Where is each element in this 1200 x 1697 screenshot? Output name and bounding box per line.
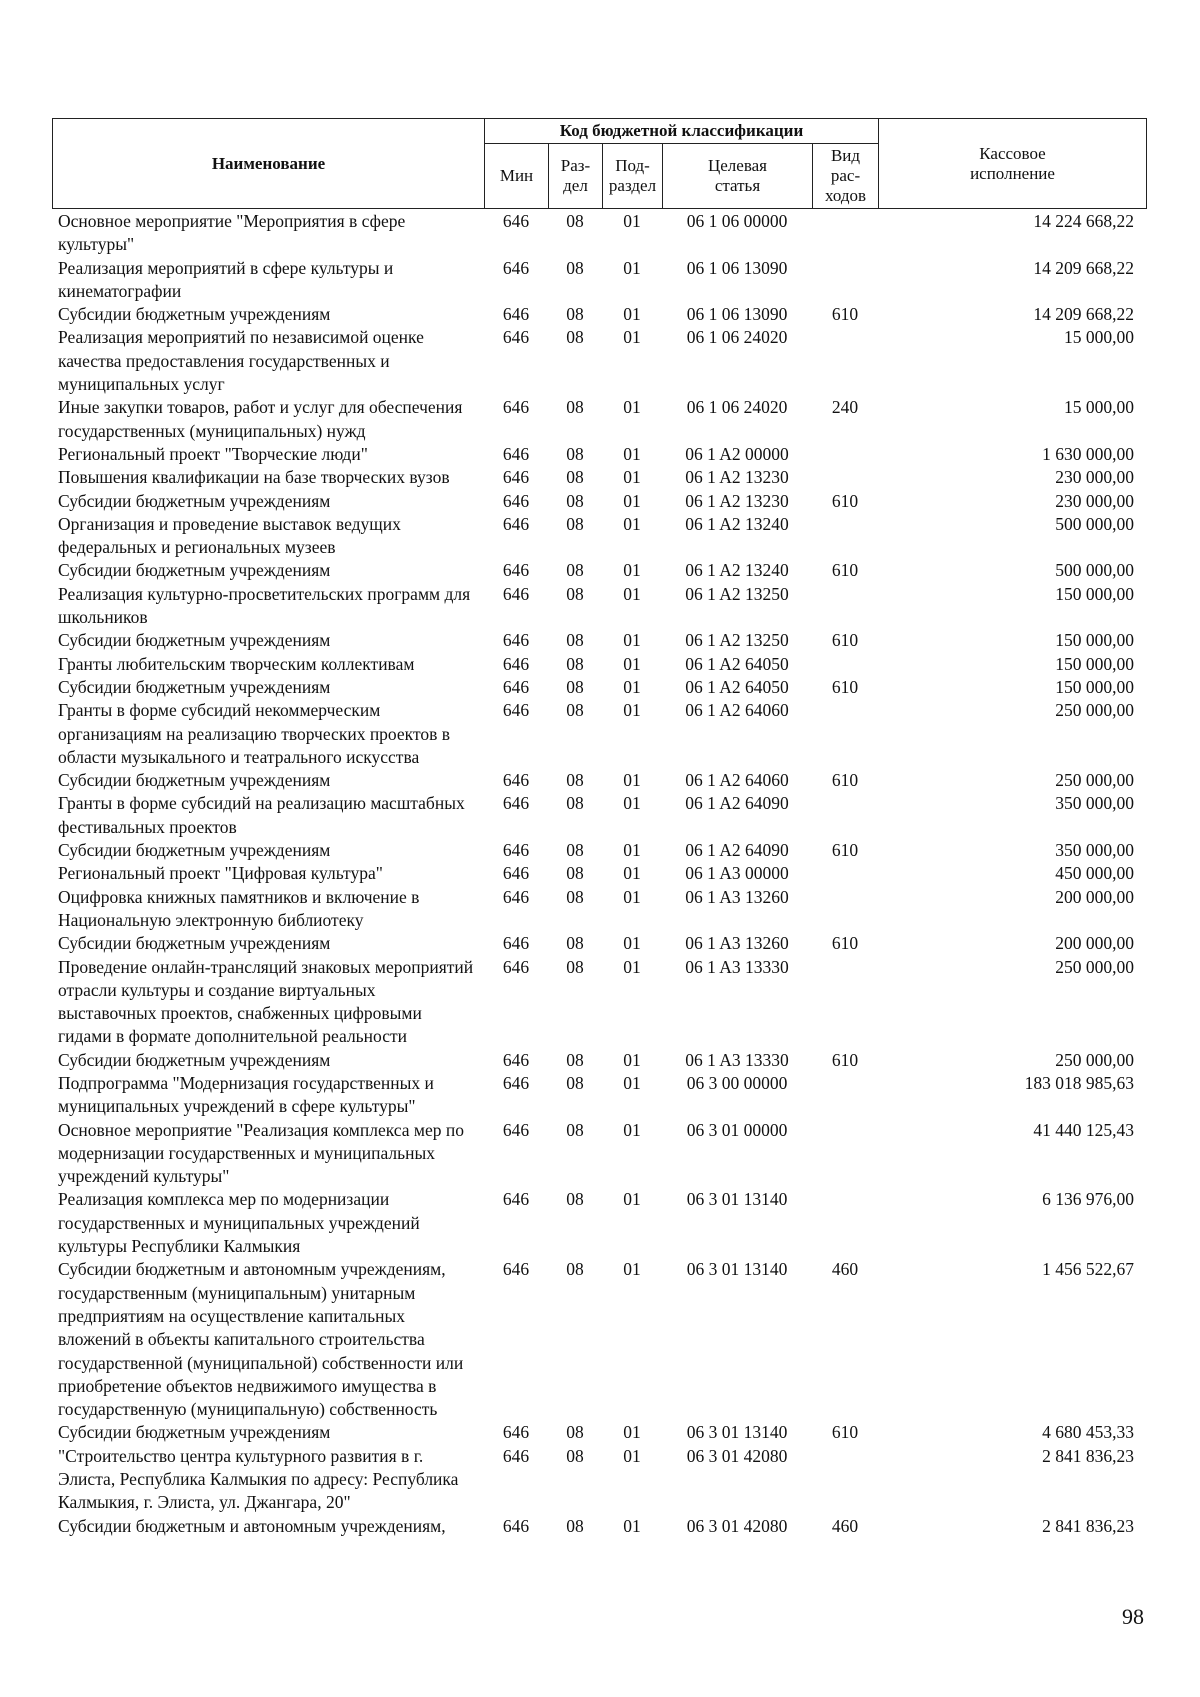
cell-amount: 250 000,00 [1055,956,1134,977]
cell-name: Субсидии бюджетным учреждениям [58,1422,331,1443]
cell-target: 06 1 A2 64090 [685,793,789,814]
cell-podrazdel: 01 [623,490,641,511]
cell-podrazdel: 01 [623,397,641,418]
cell-amount: 15 000,00 [1064,397,1134,418]
cell-min: 646 [502,956,530,977]
cell-vid: 610 [831,560,859,581]
table-row [52,699,1146,769]
cell-razdel: 08 [566,793,584,814]
cell-amount: 2 841 836,23 [1042,1445,1134,1466]
cell-podrazdel: 01 [623,1515,641,1536]
cell-name: Повышения квалификации на базе творческих вузов [58,467,450,488]
table-row [52,396,1146,443]
cell-razdel: 08 [566,840,584,861]
cell-name: "Строительство центра культурного развития в г. Элиста, Республика Калмыкия по адресу: Республика Калмыкия, г. Элиста, ул. Джангара, 20" [58,1445,459,1513]
cell-podrazdel: 01 [623,560,641,581]
cell-vid: 460 [831,1515,859,1536]
cell-razdel: 08 [566,630,584,651]
cell-name: Субсидии бюджетным учреждениям [58,840,331,861]
cell-amount: 183 018 985,63 [1024,1072,1134,1093]
cell-razdel: 08 [566,1072,584,1093]
cell-target: 06 3 01 13140 [686,1422,788,1443]
cell-min: 646 [502,1515,530,1536]
page-number: 98 [1122,1604,1144,1629]
table-row [52,1258,1146,1421]
cell-min: 646 [502,1072,530,1093]
cell-vid [812,1188,878,1258]
table-row [52,210,1146,257]
cell-target: 06 1 A2 13230 [685,467,789,488]
cell-amount: 350 000,00 [1055,793,1134,814]
cell-razdel: 08 [566,676,584,697]
cell-podrazdel: 01 [623,1119,641,1140]
cell-name: Реализация комплекса мер по модернизации государственных и муниципальных учреждений культуры Республики Калмыкия [58,1189,420,1257]
cell-amount: 150 000,00 [1055,653,1134,674]
cell-razdel: 08 [566,1445,584,1466]
table-row [52,583,1146,630]
cell-podrazdel: 01 [623,1422,641,1443]
cell-podrazdel: 01 [623,956,641,977]
cell-podrazdel: 01 [623,443,641,464]
cell-razdel: 08 [566,443,584,464]
table-row [52,1421,1146,1444]
cell-min: 646 [502,1119,530,1140]
cell-name: Гранты в форме субсидий на реализацию масштабных фестивальных проектов [58,793,465,837]
cell-vid [812,210,878,257]
cell-podrazdel: 01 [623,793,641,814]
cell-name: Реализация мероприятий в сфере культуры и кинематографии [58,257,394,301]
cell-min: 646 [502,863,530,884]
cell-razdel: 08 [566,700,584,721]
budget-table [52,118,1146,1538]
cell-target: 06 1 A3 13330 [685,1049,789,1070]
cell-target: 06 1 A2 64090 [685,840,789,861]
cell-target: 06 1 A3 13260 [685,933,789,954]
cell-name: Основное мероприятие "Реализация комплекса мер по модернизации государственных и муниципальных учреждений культуры" [58,1119,465,1187]
cell-razdel: 08 [566,304,584,325]
cell-podrazdel: 01 [623,630,641,651]
cell-vid [812,886,878,933]
cell-razdel: 08 [566,1189,584,1210]
cell-podrazdel: 01 [623,327,641,348]
cell-razdel: 08 [566,211,584,231]
table-row [52,257,1146,304]
cell-amount: 250 000,00 [1055,770,1134,791]
cell-name: Субсидии бюджетным учреждениям [58,770,331,791]
cell-min: 646 [502,257,530,278]
cell-name: Субсидии бюджетным и автономным учреждениям, [58,1515,446,1536]
cell-target: 06 1 A2 13250 [685,630,789,651]
cell-vid: 610 [831,770,859,791]
cell-vid: 610 [831,933,859,954]
table-row [52,792,1146,839]
cell-name: Иные закупки товаров, работ и услуг для обеспечения государственных (муниципальных) нужд [58,397,463,441]
cell-min: 646 [502,1445,530,1466]
header-vid: Вид рас- ходов [813,144,879,209]
cell-vid [812,583,878,630]
table-row [52,490,1146,513]
cell-razdel: 08 [566,583,584,604]
header-podrazdel: Под- раздел [603,144,663,209]
cell-vid: 240 [831,397,859,418]
table-row [52,1188,1146,1258]
table-row [52,1072,1146,1119]
cell-min: 646 [502,397,530,418]
cell-podrazdel: 01 [623,886,641,907]
cell-vid [812,1119,878,1189]
cell-target: 06 1 A2 64050 [685,653,789,674]
table-row [52,1445,1146,1515]
cell-amount: 150 000,00 [1055,630,1134,651]
cell-min: 646 [502,560,530,581]
cell-amount: 150 000,00 [1055,583,1134,604]
cell-name: Оцифровка книжных памятников и включение в Национальную электронную библиотеку [58,886,420,930]
header-min: Мин [485,144,549,209]
cell-razdel: 08 [566,397,584,418]
cell-min: 646 [502,793,530,814]
cell-target: 06 1 A2 13250 [685,583,789,604]
cell-amount: 500 000,00 [1055,560,1134,581]
cell-target: 06 1 06 13090 [686,257,788,278]
cell-razdel: 08 [566,933,584,954]
cell-podrazdel: 01 [623,700,641,721]
cell-target: 06 1 06 13090 [686,304,788,325]
cell-target: 06 1 06 24020 [686,397,788,418]
cell-min: 646 [502,304,530,325]
cell-razdel: 08 [566,513,584,534]
cell-name: Субсидии бюджетным и автономным учреждениям, государственным (муниципальным) унитарным предприятиям на осуществление капитальных вложений в объекты капитального строительства государственной (муниципальной) собственности или приобретение объектов недвижимого имущества в государственную (муниципальную) собственность [58,1259,464,1420]
cell-target: 06 1 A2 13230 [685,490,789,511]
cell-min: 646 [502,443,530,464]
cell-amount: 500 000,00 [1055,513,1134,534]
cell-razdel: 08 [566,653,584,674]
table-row [52,1119,1146,1189]
cell-min: 646 [502,676,530,697]
cell-name: Субсидии бюджетным учреждениям [58,1049,331,1070]
cell-razdel: 08 [566,956,584,977]
cell-podrazdel: 01 [623,1259,641,1280]
cell-razdel: 08 [566,490,584,511]
cell-amount: 14 209 668,22 [1033,304,1134,325]
cell-target: 06 3 01 42080 [686,1445,788,1466]
table-row [52,886,1146,933]
cell-vid [812,1072,878,1119]
cell-podrazdel: 01 [623,840,641,861]
cell-min: 646 [502,211,530,231]
cell-razdel: 08 [566,886,584,907]
cell-name: Субсидии бюджетным учреждениям [58,676,331,697]
cell-razdel: 08 [566,863,584,884]
cell-amount: 41 440 125,43 [1033,1119,1134,1140]
cell-target: 06 3 01 13140 [686,1259,788,1280]
cell-vid [812,326,878,396]
header-target: Целевая статья [663,144,813,209]
cell-podrazdel: 01 [623,257,641,278]
header-name: Наименование [53,119,485,209]
table-row [52,839,1146,862]
cell-amount: 1 456 522,67 [1042,1259,1134,1280]
cell-vid: 460 [831,1259,859,1280]
cell-min: 646 [502,933,530,954]
cell-amount: 1 630 000,00 [1042,443,1134,464]
cell-razdel: 08 [566,1515,584,1536]
cell-target: 06 1 A2 00000 [685,443,789,464]
table-row [52,676,1146,699]
cell-podrazdel: 01 [623,1445,641,1466]
cell-min: 646 [502,1049,530,1070]
cell-target: 06 1 A2 13240 [685,560,789,581]
cell-podrazdel: 01 [623,1072,641,1093]
cell-amount: 450 000,00 [1055,863,1134,884]
cell-vid [812,862,878,885]
cell-min: 646 [502,467,530,488]
cell-amount: 230 000,00 [1055,467,1134,488]
header-amount: Кассовое исполнение [879,119,1147,209]
cell-target: 06 1 A3 00000 [685,863,789,884]
cell-razdel: 08 [566,1259,584,1280]
cell-amount: 14 224 668,22 [1033,211,1134,231]
table-header [52,118,1147,209]
cell-amount: 2 841 836,23 [1042,1515,1134,1536]
cell-amount: 230 000,00 [1055,490,1134,511]
cell-amount: 6 136 976,00 [1042,1189,1134,1210]
cell-podrazdel: 01 [623,513,641,534]
table-row [52,559,1146,582]
cell-min: 646 [502,886,530,907]
cell-razdel: 08 [566,1119,584,1140]
cell-name: Организация и проведение выставок ведущих федеральных и региональных музеев [58,513,401,558]
cell-vid [812,513,878,560]
cell-vid: 610 [831,1049,859,1070]
cell-podrazdel: 01 [623,863,641,884]
cell-podrazdel: 01 [623,1049,641,1070]
cell-amount: 4 680 453,33 [1042,1422,1134,1443]
cell-target: 06 1 A2 64050 [685,676,789,697]
cell-target: 06 1 A2 13240 [685,513,789,534]
cell-target: 06 3 01 13140 [686,1189,788,1210]
cell-name: Субсидии бюджетным учреждениям [58,560,331,581]
cell-min: 646 [502,327,530,348]
cell-target: 06 3 00 00000 [686,1072,788,1093]
table-row [52,956,1146,1049]
cell-name: Основное мероприятие "Мероприятия в сфере культуры" [58,211,406,255]
cell-target: 06 1 06 00000 [686,211,788,231]
cell-min: 646 [502,770,530,791]
cell-vid: 610 [831,840,859,861]
cell-name: Подпрограмма "Модернизация государственных и муниципальных учреждений в сфере культуры" [58,1072,434,1117]
table-row [52,513,1146,560]
cell-vid [812,443,878,466]
cell-target: 06 1 A3 13330 [685,956,789,977]
cell-podrazdel: 01 [623,770,641,791]
cell-razdel: 08 [566,560,584,581]
cell-amount: 200 000,00 [1055,933,1134,954]
cell-min: 646 [502,1259,530,1280]
cell-target: 06 3 01 00000 [686,1119,788,1140]
cell-podrazdel: 01 [623,933,641,954]
table-row [52,466,1146,489]
cell-min: 646 [502,1189,530,1210]
cell-podrazdel: 01 [623,1189,641,1210]
cell-target: 06 1 06 24020 [686,327,788,348]
cell-min: 646 [502,490,530,511]
cell-vid: 610 [831,676,859,697]
cell-target: 06 1 A3 13260 [685,886,789,907]
cell-name: Субсидии бюджетным учреждениям [58,933,331,954]
cell-name: Региональный проект "Цифровая культура" [58,863,383,884]
table-row [52,1049,1146,1072]
cell-razdel: 08 [566,257,584,278]
cell-podrazdel: 01 [623,583,641,604]
cell-name: Гранты любительским творческим коллективам [58,653,415,674]
cell-amount: 200 000,00 [1055,886,1134,907]
cell-name: Субсидии бюджетным учреждениям [58,630,331,651]
table-body [52,210,1146,1538]
cell-amount: 15 000,00 [1064,327,1134,348]
cell-name: Субсидии бюджетным учреждениям [58,304,331,325]
cell-podrazdel: 01 [623,304,641,325]
header-razdel: Раз- дел [549,144,603,209]
table-row [52,303,1146,326]
cell-vid: 610 [831,304,859,325]
cell-amount: 250 000,00 [1055,1049,1134,1070]
cell-podrazdel: 01 [623,676,641,697]
cell-amount: 350 000,00 [1055,840,1134,861]
cell-vid [812,1445,878,1515]
cell-podrazdel: 01 [623,653,641,674]
cell-target: 06 1 A2 64060 [685,700,789,721]
cell-name: Реализация мероприятий по независимой оценке качества предоставления государственных и муниципальных услуг [58,327,424,395]
cell-vid: 610 [831,630,859,651]
cell-razdel: 08 [566,327,584,348]
cell-vid [812,792,878,839]
cell-min: 646 [502,840,530,861]
cell-podrazdel: 01 [623,211,641,231]
cell-name: Региональный проект "Творческие люди" [58,443,368,464]
cell-min: 646 [502,513,530,534]
cell-vid [812,466,878,489]
cell-razdel: 08 [566,1422,584,1443]
cell-min: 646 [502,700,530,721]
cell-vid: 610 [831,490,859,511]
cell-razdel: 08 [566,467,584,488]
cell-target: 06 3 01 42080 [686,1515,788,1536]
cell-amount: 14 209 668,22 [1033,257,1134,278]
cell-vid [812,699,878,769]
table-row [52,932,1146,955]
cell-min: 646 [502,630,530,651]
cell-min: 646 [502,653,530,674]
cell-min: 646 [502,1422,530,1443]
cell-name: Гранты в форме субсидий некоммерческим организациям на реализацию творческих проектов в области музыкального и театрального искусства [58,700,451,767]
cell-min: 646 [502,583,530,604]
cell-name: Субсидии бюджетным учреждениям [58,490,331,511]
cell-amount: 250 000,00 [1055,700,1134,721]
cell-vid [812,257,878,304]
cell-target: 06 1 A2 64060 [685,770,789,791]
cell-amount: 150 000,00 [1055,676,1134,697]
cell-razdel: 08 [566,770,584,791]
table-row [52,443,1146,466]
cell-vid [812,956,878,1049]
table-row [52,769,1146,792]
table-row [52,326,1146,396]
cell-razdel: 08 [566,1049,584,1070]
cell-podrazdel: 01 [623,467,641,488]
cell-name: Проведение онлайн-трансляций знаковых мероприятий отрасли культуры и создание виртуальных выставочных проектов, снабженных цифровыми гидами в формате дополнительной реальности [58,956,474,1047]
header-code-group: Код бюджетной классификации [485,119,879,144]
table-row [52,862,1146,885]
table-row [52,653,1146,676]
table-row [52,629,1146,652]
cell-vid: 610 [831,1422,859,1443]
table-row [52,1515,1146,1538]
cell-name: Реализация культурно-просветительских программ для школьников [58,583,471,628]
cell-vid [812,653,878,676]
